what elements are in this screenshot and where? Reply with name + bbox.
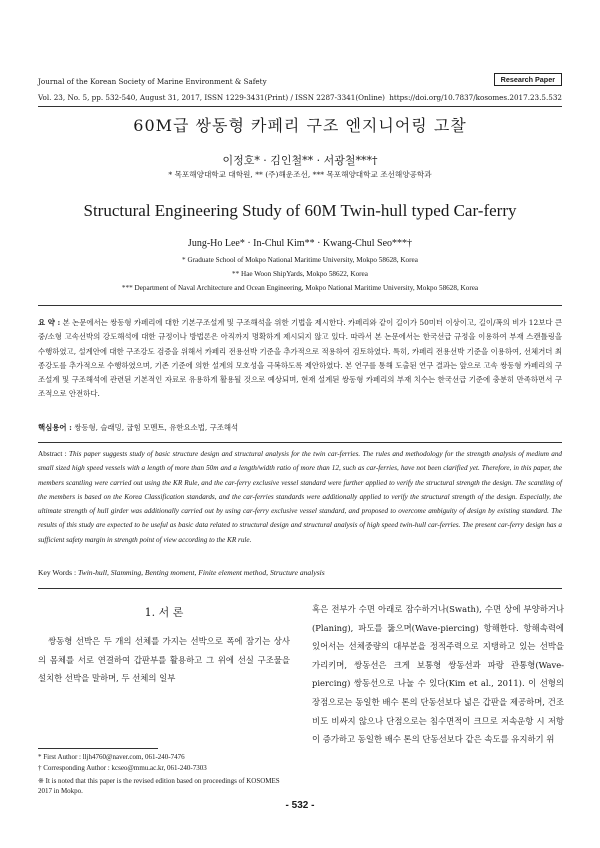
body-text-right: 혹은 전부가 수면 아래로 잠수하거나(Swath), 수면 상에 부양하거나(Planing), 파도를 뚫으며(Wave-piercing) 항해한다. 항해속력에 있어서는 선체중량의 대부분을 정적주력으로 지탱하고 있는 선박을 가리키며, 쌍동선은 크게 보통형 쌍동선과 파랑 관통형(Wave-piercing) 쌍동선으로 나눌 수 있다(Kim et al., 2011). 이 선형의 장점으로는 동일한 배수 톤의 단동선보다 넓은 갑판을 제공하며, 건조비도 비싸지 않으나 단점으로는 침수면적이 크므로 저속운항 시 저항이 증가하고 동일한 배수 톤의 단동선보다 같은 속도를 유지하기 위 (312, 604, 564, 745)
abstract-english-text: This paper suggests study of basic structure design and structural analysis for the twin car-ferries. The rules and methodology for the strength analysis of medium and small sized high speed vessels with a length of more than 50m and a length/width ratio of more than 12, such as car-ferries, have not been clarified yet. Therefore, in this paper, the members scantling were carried out using the KR Rule, and the car-ferry exclusive vessel standard were further applied to verify the structural strength the design. The scantling of the members is based on the Korea Classification standards, and the car-ferries standards were additionally applied to verify the structural strength of the design. Especially, the ultimate strength of hull girder was additionally carried out by using car-ferry exclusive vessel standard, and proposed to overcome ambiguity of design by existing standard. The results of this study are expected to be useful as basic data related to structural design and structural analysis of high speed twin-hull car-ferries. The present car-ferry design has a sufficient safety margin in strength point of view according to the KR rule. (38, 450, 563, 544)
paper-type-badge: Research Paper (494, 73, 562, 86)
footnote-divider (38, 748, 158, 749)
keywords-korean-label: 핵심용어 : (38, 423, 72, 432)
title-english: Structural Engineering Study of 60M Twin-hull typed Car-ferry (83, 201, 517, 220)
footnote-corresponding-author: † Corresponding Author : kcseo@mmu.ac.kr, 061-240-7303 (38, 764, 207, 772)
authors-korean: 이정호* · 김인철** · 서광철***† (222, 154, 378, 167)
abstract-divider (38, 442, 562, 443)
body-text-left: 쌍동형 선박은 두 개의 선체를 가지는 선박으로 폭에 잠기는 상사의 몸체를 서로 연결하여 갑판부를 활용하고 그 위에 선실 구조물을 설치한 선박을 말하며, 두 선체의 일부 (38, 636, 290, 684)
abstract-korean-text: 본 논문에서는 쌍동형 카페리에 대한 기본구조설계 및 구조해석을 위한 기법을 제시한다. 카페리와 같이 길이가 50미터 이상이고, 길이/폭의 비가 12보다 큰 중/소형 고속선박의 강도해석에 대한 규정이나 방법론은 아직까지 명확하게 제시되지 않고 있다. 따라서 본 논문에서는 한국선급 규정을 이용하여 부재 스캔틀링을 수행하였고, 설계안에 대한 구조강도 검증을 위해서 카페리 전용선박 기준을 추가적으로 적용하여 검토하였다. 특히, 카페리 전용선박 기준을 이용하여, 선체거더 최종강도를 추가적으로 수행하였으며, 기존 기준에 의한 설계의 모호성을 극복하도록 제안하였다. 본 연구를 통해 도출된 연구 결과는 앞으로 고속 쌍동형 카페리의 구조설계 및 구조해석에 관련된 기본적인 자료로 유용하게 활용될 것으로 예상되며, 현재 설계된 쌍동형 카페리의 부재 치수는 한국선급 기준에 충분히 만족하면서 구조적으로 안전하다. (38, 318, 562, 399)
abstract-english (38, 447, 562, 547)
section-heading-introduction: 1. 서 론 (144, 606, 184, 619)
keywords-korean-text: 쌍동형, 슬래밍, 굽힘 모멘트, 유한요소법, 구조해석 (74, 423, 239, 432)
abstract-korean (38, 316, 562, 402)
volume-info: Vol. 23, No. 5, pp. 532-540, August 31, 2017, ISSN 1229-3431(Print) / ISSN 2287-3341(Online) (38, 93, 385, 102)
authors-english: Jung-Ho Lee* · In-Chul Kim** · Kwang-Chul Seo***† (187, 238, 413, 249)
affiliation-english-2: ** Hae Woon ShipYards, Mokpo 58622, Korea (232, 270, 368, 278)
keywords-divider (38, 588, 562, 589)
title-korean: 60M급 쌍동형 카페리 구조 엔지니어링 고찰 (133, 116, 467, 135)
footnote-note: ※ It is noted that this paper is the revised edition based on proceedings of KOSOMES 2017 in Mokpo. (38, 777, 280, 795)
title-divider (38, 305, 562, 306)
keywords-english-text: Twin-hull, Slamming, Benting moment, Finite element method, Structure analysis (77, 568, 325, 577)
affiliation-english-1: * Graduate School of Mokpo National Maritime University, Mokpo 58628, Korea (182, 256, 418, 264)
abstract-korean-label: 요 약 : (38, 318, 61, 327)
keywords-english (38, 568, 325, 577)
header-divider (38, 106, 562, 107)
footnote-first-author: * First Author : lljh4760@naver.com, 061-240-7476 (38, 753, 185, 761)
affiliation-korean: * 목포해양대학교 대학원, ** (주)해운조선, *** 목포해양대학교 조선해양공학과 (168, 170, 432, 179)
page-number: - 532 - (285, 800, 315, 811)
keywords-english-label: Key Words : (38, 568, 77, 577)
journal-name: Journal of the Korean Society of Marine Environment & Safety (38, 77, 267, 86)
keywords-korean (38, 421, 562, 435)
affiliation-english-3: *** Department of Naval Architecture and Ocean Engineering, Mokpo National Maritime University, Mokpo 58628, Korea (121, 284, 479, 292)
doi-link[interactable]: https://doi.org/10.7837/kosomes.2017.23.5.532 (389, 93, 562, 102)
abstract-english-label: Abstract : (38, 450, 67, 458)
